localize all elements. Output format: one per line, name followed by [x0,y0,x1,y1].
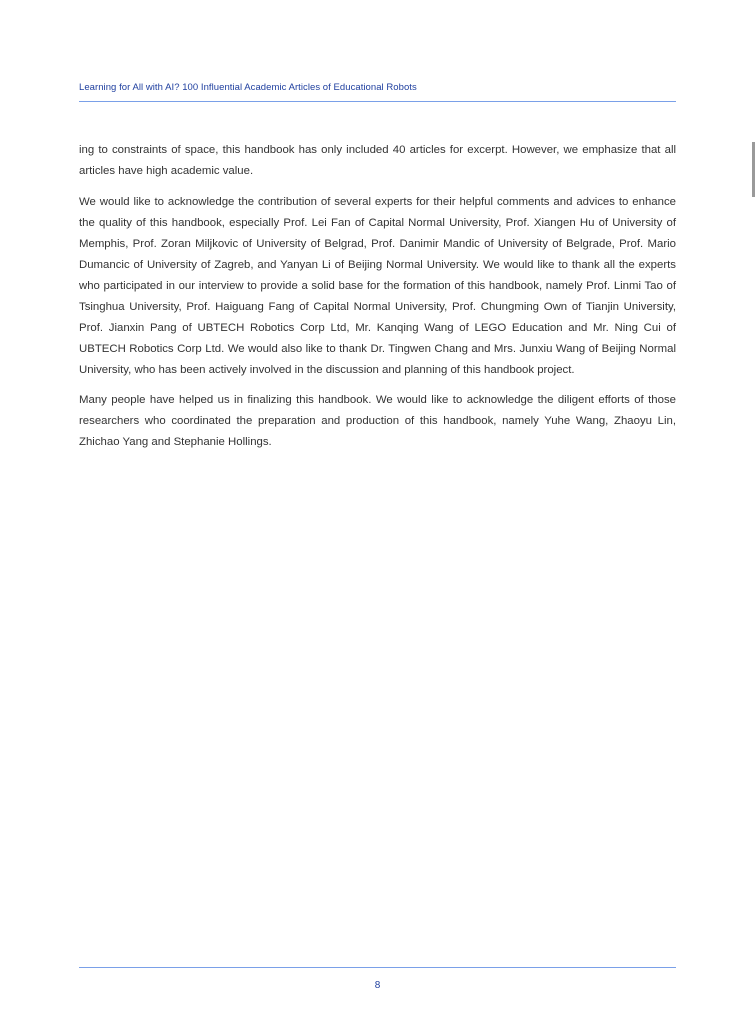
running-header-title: Learning for All with AI? 100 Influential Academic Articles of Educational Robots [79,82,417,93]
page-number: 8 [374,980,381,991]
paragraph-2: We would like to acknowledge the contribution of several experts for their helpful comments and advices to enhance the quality of this handbook, especially Prof. Lei Fan of Capital Normal University, Prof. Xiangen Hu of University of Memphis, Prof. Zoran Miljkovic of University of Belgrad, Prof. Danimir Mandic of University of Belgrade, Prof. Mario Dumancic of University of Zagreb, and Yanyan Li of Beijing Normal University. We would like to thank all the experts who participated in our interview to provide a solid base for the formation of this handbook, namely Prof. Linmi Tao of Tsinghua University, Prof. Haiguang Fang of Capital Normal University, Prof. Chungming Own of Tianjin University, Prof. Jianxin Pang of UBTECH Robotics Corp Ltd, Mr. Kanqing Wang of LEGO Education and Mr. Ning Cui of UBTECH Robotics Corp Ltd. We would also like to thank Dr. Tingwen Chang and Mrs. Junxiu Wang of Beijing Normal University, who has been actively involved in the discussion and planning of this handbook project. [79,195,676,376]
header-divider [79,101,676,102]
footer-divider [79,967,676,968]
paragraph-1: ing to constraints of space, this handbook has only included 40 articles for excerpt. However, we emphasize that all articles have high academic value. [79,144,676,177]
body-text [79,140,676,463]
paragraph-3: Many people have helped us in finalizing this handbook. We would like to acknowledge the diligent efforts of those researchers who coordinated the preparation and production of this handbook, namely Yuhe Wang, Zhaoyu Lin, Zhichao Yang and Stephanie Hollings. [79,394,676,448]
